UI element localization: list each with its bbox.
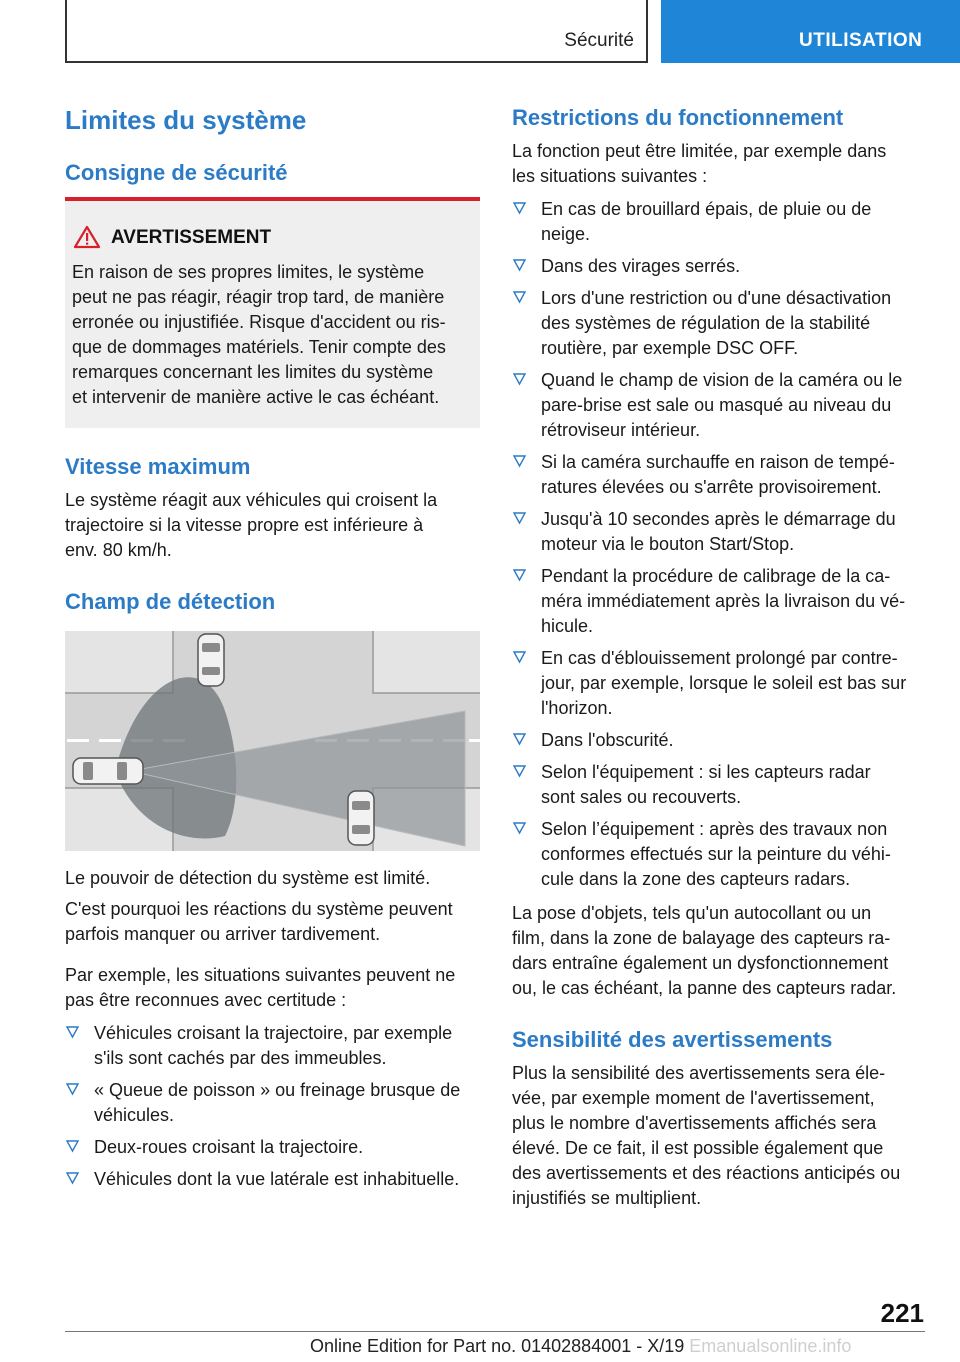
field-p3-line: Par exemple, les situations suivantes peuvent ne	[65, 965, 456, 985]
list-item	[65, 1167, 480, 1192]
list-item	[512, 450, 926, 500]
bullet-triangle-icon	[66, 1169, 79, 1187]
edition-text: Online Edition for Part no. 01402884001 - X/19	[310, 1336, 685, 1356]
speed-line: Le système réagit aux véhicules qui croisent la	[65, 490, 438, 510]
closing-line: film, dans la zone de balayage des capteurs ra-	[512, 928, 891, 948]
header-chapter-title: UTILISATION	[799, 30, 923, 51]
list-item-line: Pendant la procédure de calibrage de la ca-	[541, 566, 891, 586]
speed-line: trajectoire si la vitesse propre est inférieure à	[65, 515, 424, 535]
bullet-triangle-icon	[66, 1137, 79, 1155]
field-paragraph-1: Le pouvoir de détection du système est limité.	[65, 868, 431, 888]
warning-line: En raison de ses propres limites, le système	[72, 262, 425, 282]
warning-line: erronée ou injustifiée. Risque d'accident ou ris-	[72, 312, 446, 332]
right-bullet-list	[512, 197, 926, 899]
list-item-line: En cas de brouillard épais, de pluie ou de	[541, 199, 872, 219]
list-item-line: Si la caméra surchauffe en raison de tempé-	[541, 452, 895, 472]
sensitivity-line: des avertissements et des réactions anticipés ou	[512, 1163, 901, 1183]
sensitivity-paragraph	[512, 1061, 926, 1211]
list-item-line: Véhicules croisant la trajectoire, par exemple	[94, 1023, 453, 1043]
sensitivity-line: plus le nombre d'avertissements affichés sera	[512, 1113, 877, 1133]
list-item	[65, 1135, 480, 1160]
warning-line: peut ne pas réagir, réagir trop tard, de manière	[72, 287, 445, 307]
list-item	[65, 1078, 480, 1128]
detection-field-illustration	[65, 631, 480, 851]
list-item-line: ratures élevées ou s'arrête provisoirement.	[541, 477, 882, 497]
page-number: 221	[880, 1298, 924, 1328]
field-paragraph-3	[65, 963, 480, 1013]
list-item	[512, 197, 926, 247]
list-item-line: Deux-roues croisant la trajectoire.	[94, 1137, 364, 1157]
left-bullet-list	[65, 1021, 480, 1199]
field-paragraph-2	[65, 897, 480, 947]
list-item	[512, 760, 926, 810]
list-item-line: rétroviseur intérieur.	[541, 420, 701, 440]
list-item-line: sont sales ou recouverts.	[541, 787, 742, 807]
field-p2-line: parfois manquer ou arriver tardivement.	[65, 924, 381, 944]
list-item-line: cule dans la zone des capteurs radars.	[541, 869, 851, 889]
warning-text	[72, 260, 477, 410]
list-item-line: des systèmes de régulation de la stabilité	[541, 313, 871, 333]
list-item-line: méra immédiatement après la livraison du vé-	[541, 591, 906, 611]
field-heading: Champ de détection	[65, 589, 276, 614]
list-item-line: En cas d'éblouissement prolongé par contre-	[541, 648, 898, 668]
watermark: Emanualsonline.info	[689, 1336, 852, 1356]
sensitivity-line: vée, par exemple moment de l'avertissement,	[512, 1088, 875, 1108]
bullet-triangle-icon	[66, 1080, 79, 1098]
sensitivity-line: Plus la sensibilité des avertissements sera éle-	[512, 1063, 886, 1083]
list-item-line: Dans des virages serrés.	[541, 256, 741, 276]
list-item-line: routière, par exemple DSC OFF.	[541, 338, 799, 358]
footer-divider	[65, 1331, 925, 1332]
list-item-line: Quand le champ de vision de la caméra ou le	[541, 370, 903, 390]
warning-line: que de dommages matériels. Tenir compte des	[72, 337, 446, 357]
header-chapter-tab	[661, 0, 960, 63]
list-item-line: véhicules.	[94, 1105, 175, 1125]
warning-box	[65, 197, 480, 428]
list-item-line: conformes effectués sur la peinture du véhi-	[541, 844, 891, 864]
list-item-line: Lors d'une restriction ou d'une désactivation	[541, 288, 892, 308]
car-top	[198, 634, 224, 686]
list-item-line: hicule.	[541, 616, 594, 636]
list-item-line: Selon l’équipement : après des travaux non	[541, 819, 888, 839]
list-item-line: s'ils sont cachés par des immeubles.	[94, 1048, 387, 1068]
restrictions-heading: Restrictions du fonctionnement	[512, 105, 844, 130]
sensitivity-line: élevé. De ce fait, il est possible également que	[512, 1138, 884, 1158]
list-item-line: Véhicules dont la vue latérale est inhabituelle.	[94, 1169, 460, 1189]
car-bottom	[348, 791, 374, 845]
list-item	[512, 646, 926, 721]
warning-triangle-icon	[73, 225, 101, 249]
closing-paragraph	[512, 901, 926, 1001]
bullet-triangle-icon	[513, 509, 526, 527]
speed-heading: Vitesse maximum	[65, 454, 251, 479]
car-own	[73, 758, 143, 784]
speed-paragraph	[65, 488, 480, 563]
list-item-line: « Queue de poisson » ou freinage brusque de	[94, 1080, 461, 1100]
list-item-line: l'horizon.	[541, 698, 613, 718]
bullet-triangle-icon	[66, 1023, 79, 1041]
page-title: Limites du système	[65, 105, 307, 135]
field-p2-line: C'est pourquoi les réactions du système peuvent	[65, 899, 453, 919]
list-item-line: Selon l'équipement : si les capteurs radar	[541, 762, 871, 782]
list-item	[512, 728, 926, 753]
list-item	[512, 507, 926, 557]
restrictions-intro	[512, 139, 926, 189]
warning-line: et intervenir de manière active le cas échéant.	[72, 387, 440, 407]
warning-title: AVERTISSEMENT	[111, 227, 272, 248]
safety-heading: Consigne de sécurité	[65, 160, 288, 185]
list-item	[512, 564, 926, 639]
list-item	[65, 1021, 480, 1071]
restrictions-intro-line: les situations suivantes :	[512, 166, 708, 186]
list-item-line: pare-brise est sale ou masqué au niveau du	[541, 395, 892, 415]
header-section-box	[65, 0, 648, 63]
footer-edition	[310, 1336, 851, 1357]
closing-line: ou, le cas échéant, la panne des capteurs radar.	[512, 978, 897, 998]
bullet-triangle-icon	[513, 452, 526, 470]
bullet-triangle-icon	[513, 819, 526, 837]
restrictions-intro-line: La fonction peut être limitée, par exemple dans	[512, 141, 887, 161]
list-item	[512, 368, 926, 443]
field-p3-line: pas être reconnues avec certitude :	[65, 990, 347, 1010]
bullet-triangle-icon	[513, 288, 526, 306]
sensitivity-line: injustifiés se multiplient.	[512, 1188, 702, 1208]
warning-line: remarques concernant les limites du système	[72, 362, 434, 382]
bullet-triangle-icon	[513, 199, 526, 217]
bullet-triangle-icon	[513, 762, 526, 780]
bullet-triangle-icon	[513, 648, 526, 666]
list-item-line: Jusqu'à 10 secondes après le démarrage du	[541, 509, 896, 529]
list-item-line: jour, par exemple, lorsque le soleil est bas sur	[541, 673, 907, 693]
bullet-triangle-icon	[513, 566, 526, 584]
list-item	[512, 254, 926, 279]
list-item	[512, 286, 926, 361]
closing-line: La pose d'objets, tels qu'un autocollant ou un	[512, 903, 872, 923]
sensitivity-heading: Sensibilité des avertissements	[512, 1027, 833, 1052]
bullet-triangle-icon	[513, 370, 526, 388]
closing-line: dars entraîne également un dysfonctionnement	[512, 953, 889, 973]
bullet-triangle-icon	[513, 256, 526, 274]
bullet-triangle-icon	[513, 730, 526, 748]
list-item-line: moteur via le bouton Start/Stop.	[541, 534, 795, 554]
header-section-title: Sécurité	[564, 30, 634, 51]
list-item-line: Dans l'obscurité.	[541, 730, 674, 750]
speed-line: env. 80 km/h.	[65, 540, 172, 560]
list-item	[512, 817, 926, 892]
list-item-line: neige.	[541, 224, 591, 244]
